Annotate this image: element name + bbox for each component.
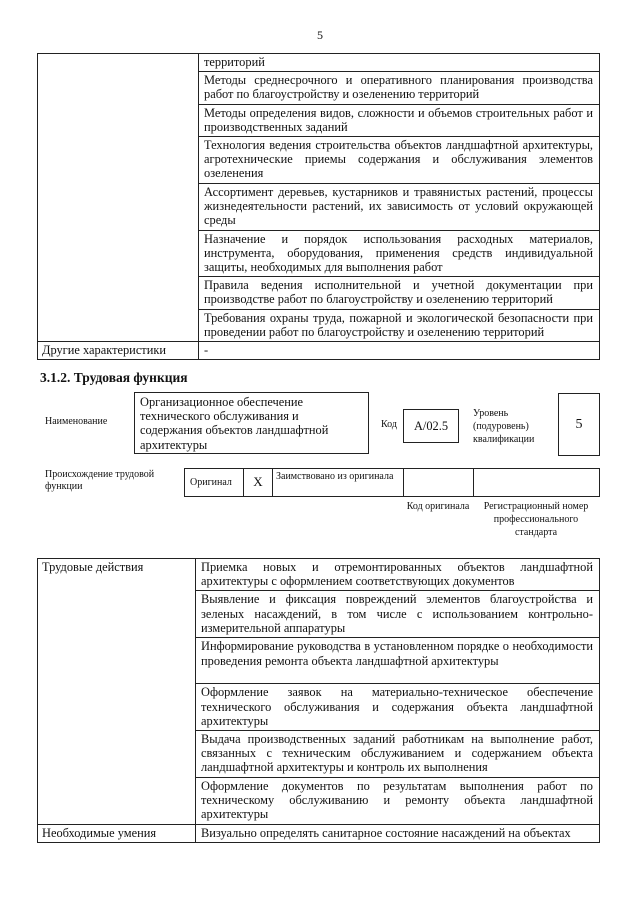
divider (403, 469, 404, 496)
table-cell: Правила ведения исполнительной и учетной документации при производстве работ по благоустройству и озеленению территорий (199, 277, 600, 309)
row-label: Необходимые умения (38, 824, 196, 842)
table-cell: - (199, 342, 600, 360)
table-cell: Информирование руководства в установленном порядке о необходимости проведения ремонта объекта ландшафтной архитектуры (196, 638, 600, 684)
level-value-box: 5 (558, 393, 600, 456)
table-cell: Приемка новых и отремонтированных объектов ландшафтной архитектуры с оформлением соответствующих документов (196, 559, 600, 591)
original-label: Оригинал (190, 477, 232, 488)
function-code-box: А/02.5 (403, 409, 459, 443)
table-row (38, 824, 600, 842)
level-label: Уровень (подуровень) квалификации (473, 408, 535, 445)
table-cell: Выявление и фиксация повреждений элементов благоустройства и зеленых насаждений, в том числе с использованием контрольно-измерительной аппаратуры (196, 591, 600, 638)
table-row (38, 342, 600, 360)
code-label: Код (381, 419, 397, 430)
table-cell: Назначение и порядок использования расходных материалов, инструмента, оборудования, применения средств индивидуальной защиты, необходимых для выполнения работ (199, 230, 600, 277)
knowledge-table (37, 53, 600, 360)
borrowed-label: Заимствовано из оригинала (276, 471, 394, 482)
actions-table (37, 558, 600, 843)
table-cell: территорий (199, 54, 600, 72)
page-number: 5 (317, 28, 323, 42)
table-cell: Оформление заявок на материально-техническое обеспечение технического обслуживания и содержания объекта ландшафтной архитектуры (196, 684, 600, 731)
origin-label: Происхождение трудовой функции (45, 469, 155, 492)
original-mark: X (253, 474, 263, 489)
code-original-caption: Код оригинала (406, 501, 470, 512)
table-cell: Технология ведения строительства объектов ландшафтной архитектуры, агротехнические приемы содержания и обслуживания элементов озеленения (199, 137, 600, 184)
table-row (38, 559, 600, 591)
table-cell: Визуально определять санитарное состояние насаждений на объектах (196, 824, 600, 842)
table-cell: Методы определения видов, сложности и объемов строительных работ и производственных заданий (199, 104, 600, 136)
row-label: Трудовые действия (38, 559, 196, 825)
name-label: Наименование (45, 416, 108, 427)
row-label: Другие характеристики (38, 342, 199, 360)
section-title: 3.1.2. Трудовая функция (40, 370, 188, 385)
divider (272, 469, 273, 496)
reg-number-caption: Регистрационный номер профессионального стандарта (483, 501, 589, 538)
table-row (38, 54, 600, 72)
function-name-box: Организационное обеспечение технического обслуживания и содержания объектов ландшафтной архитектуры (134, 392, 369, 454)
table-cell: Методы среднесрочного и оперативного планирования производства работ по благоустройству и озеленению территорий (199, 72, 600, 104)
table-cell: Выдача производственных заданий работникам на выполнение работ, связанных с техническим обслуживанием и содержанием объекта ландшафтной архитектуры и контроль их выполнения (196, 731, 600, 778)
table-cell: Оформление документов по результатам выполнения работ по техническому обслуживанию и ремонту объекта ландшафтной архитектуры (196, 778, 600, 825)
divider (473, 469, 474, 496)
row-label (38, 54, 199, 342)
table-cell: Требования охраны труда, пожарной и экологической безопасности при проведении работ по благоустройству и озеленению территорий (199, 309, 600, 341)
table-cell: Ассортимент деревьев, кустарников и травянистых растений, процессы жизнедеятельности растений, их зависимость от условий окружающей среды (199, 183, 600, 230)
